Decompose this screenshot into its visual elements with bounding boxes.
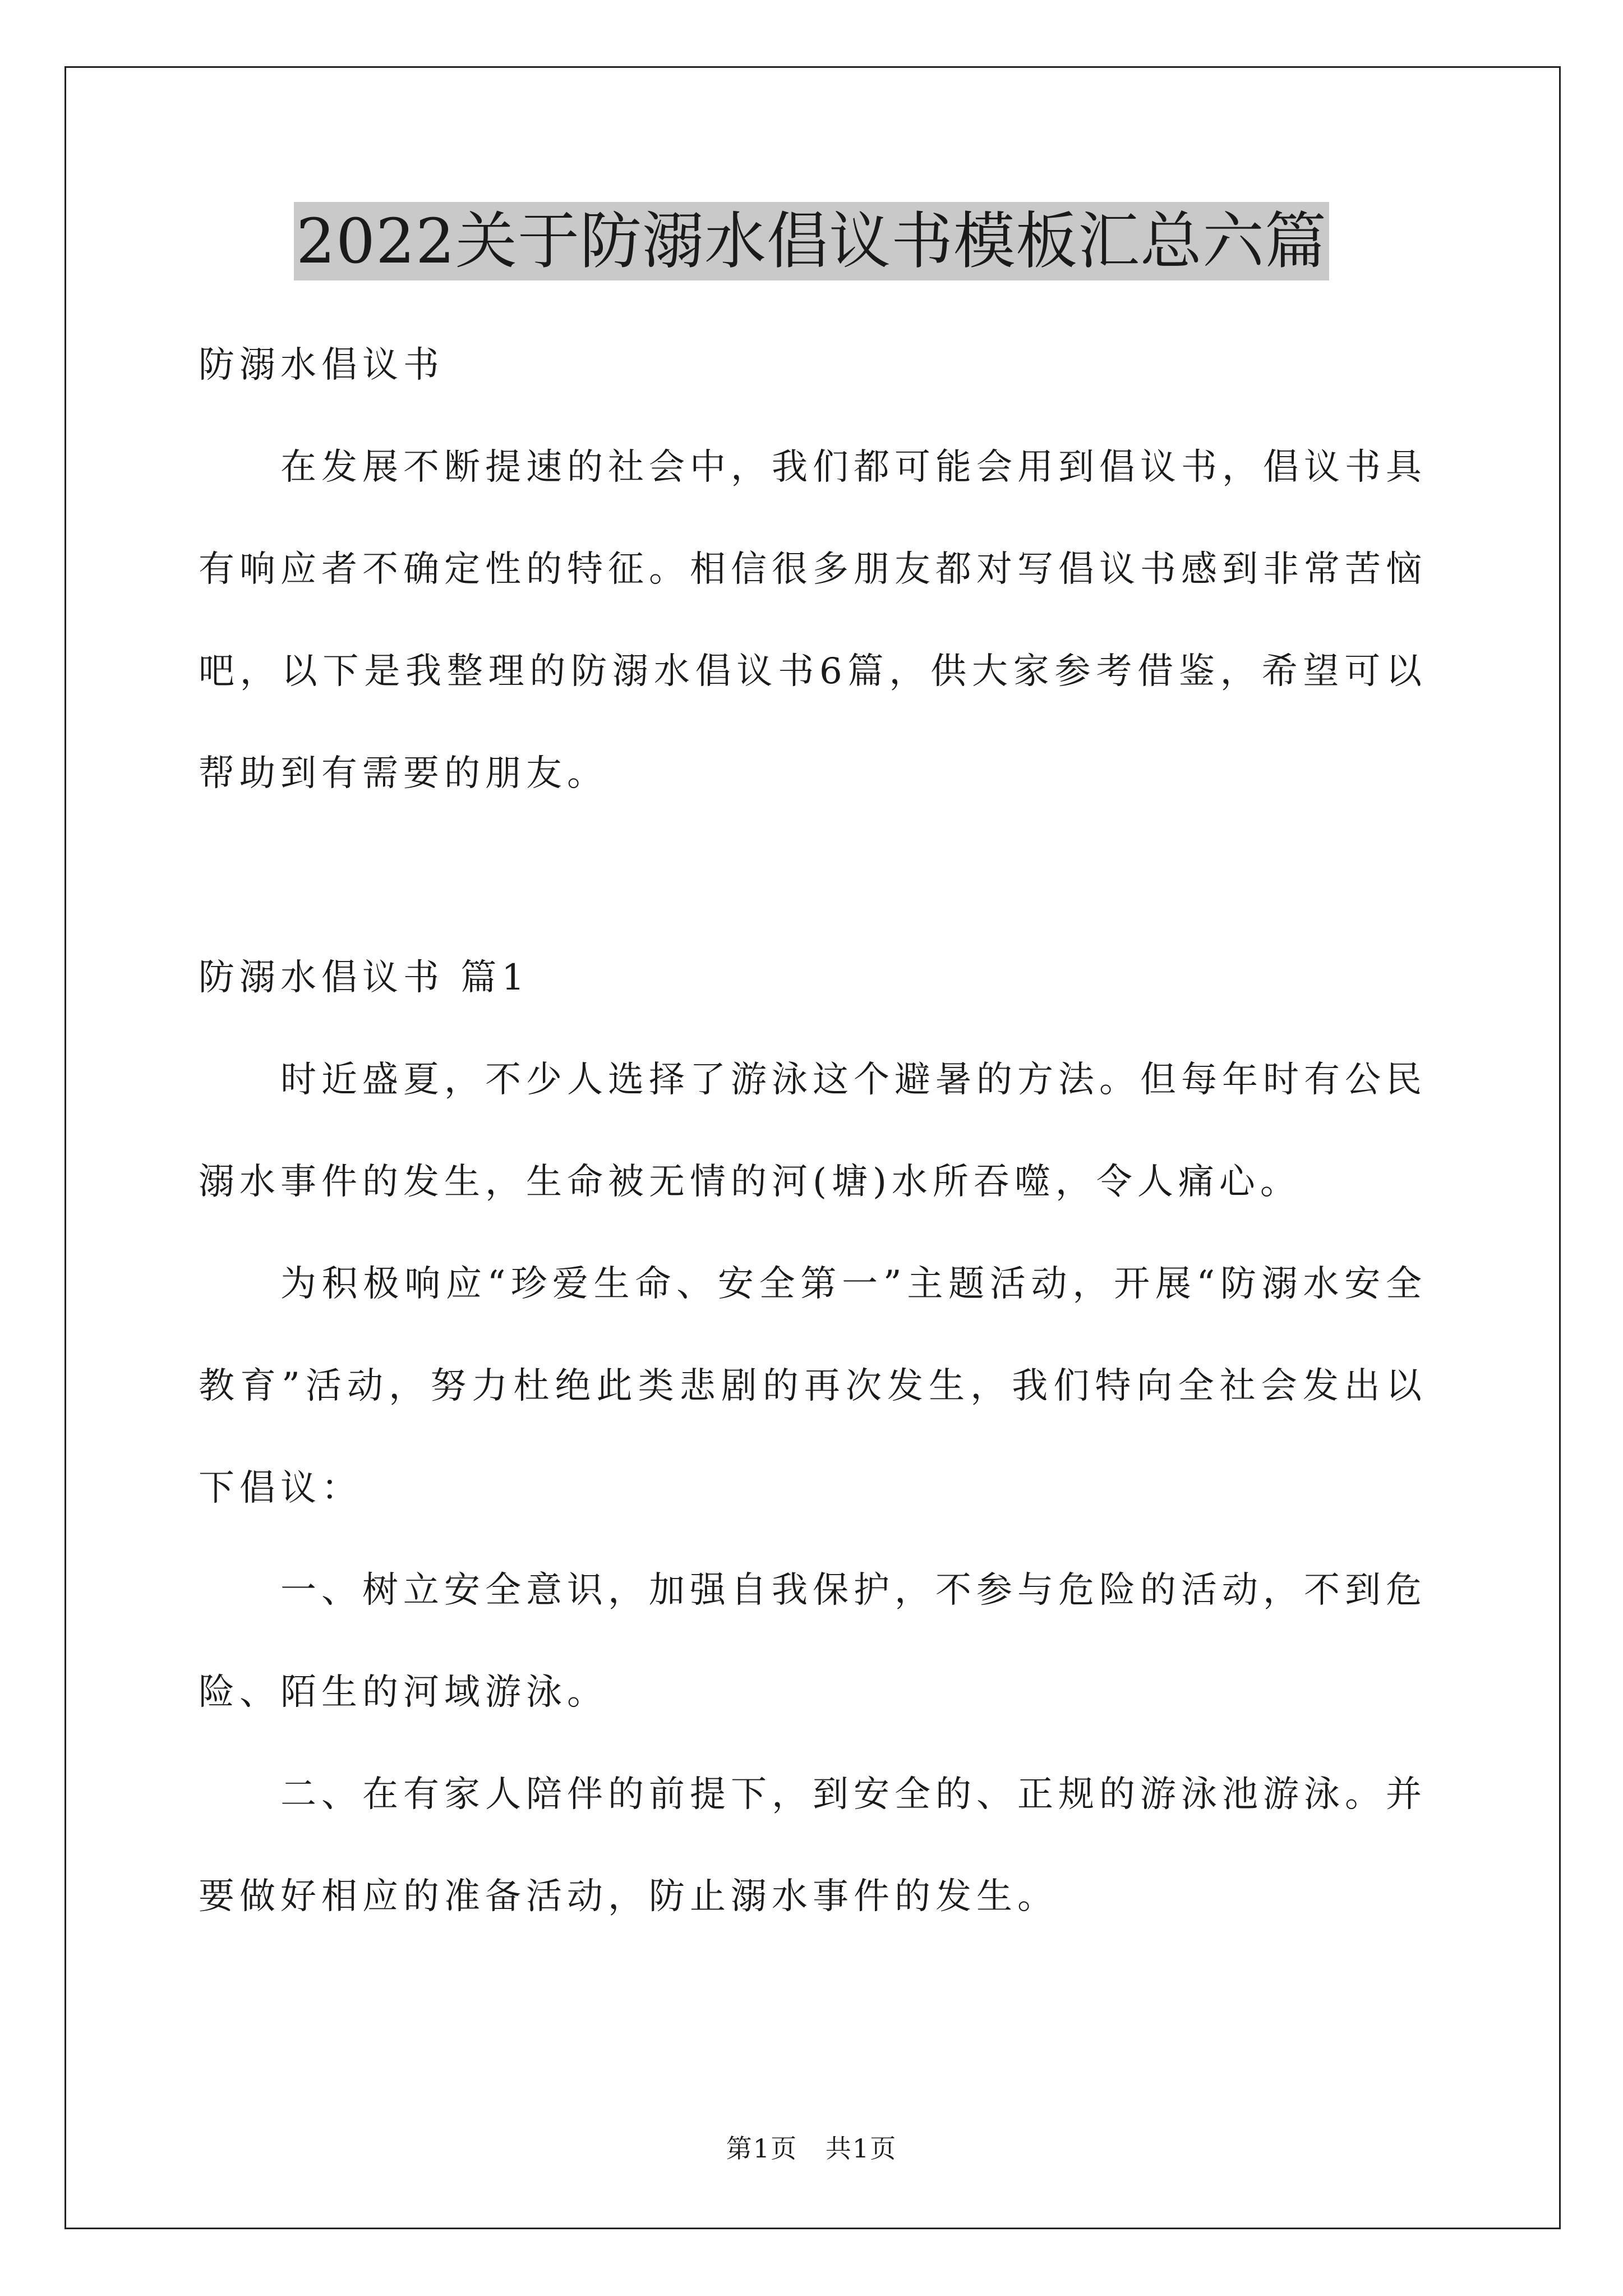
body-paragraph: 时近盛夏，不少人选择了游泳这个避暑的方法。但每年时有公民溺水事件的发生，生命被无情的河(塘)水所吞噬，令人痛心。 bbox=[199, 1059, 1427, 1203]
intro-heading: 防溺水倡议书 bbox=[199, 344, 444, 386]
document-title: 2022关于防溺水倡议书模板汇总六篇 bbox=[294, 202, 1329, 280]
title-container bbox=[0, 202, 1623, 280]
section-heading: 防溺水倡议书 篇1 bbox=[199, 957, 530, 999]
body-paragraph: 一、树立安全意识，加强自我保护，不参与危险的活动，不到危险、陌生的河域游泳。 bbox=[199, 1570, 1427, 1713]
body-paragraph: 二、在有家人陪伴的前提下，到安全的、正规的游泳池游泳。并要做好相应的准备活动，防止溺水事件的发生。 bbox=[199, 1774, 1427, 1917]
body-paragraph: 为积极响应“珍爱生命、安全第一”主题活动，开展“防溺水安全教育”活动，努力杜绝此类悲剧的再次发生，我们特向全社会发出以下倡议： bbox=[199, 1263, 1427, 1509]
page-footer: 第1页 共1页 bbox=[726, 2133, 897, 2164]
intro-paragraph: 在发展不断提速的社会中，我们都可能会用到倡议书，倡议书具有响应者不确定性的特征。相信很多朋友都对写倡议书感到非常苦恼吧，以下是我整理的防溺水倡议书6篇，供大家参考借鉴，希望可以帮助到有需要的朋友。 bbox=[199, 447, 1427, 794]
section-spacer bbox=[199, 825, 1427, 927]
document-body bbox=[199, 314, 1427, 1948]
